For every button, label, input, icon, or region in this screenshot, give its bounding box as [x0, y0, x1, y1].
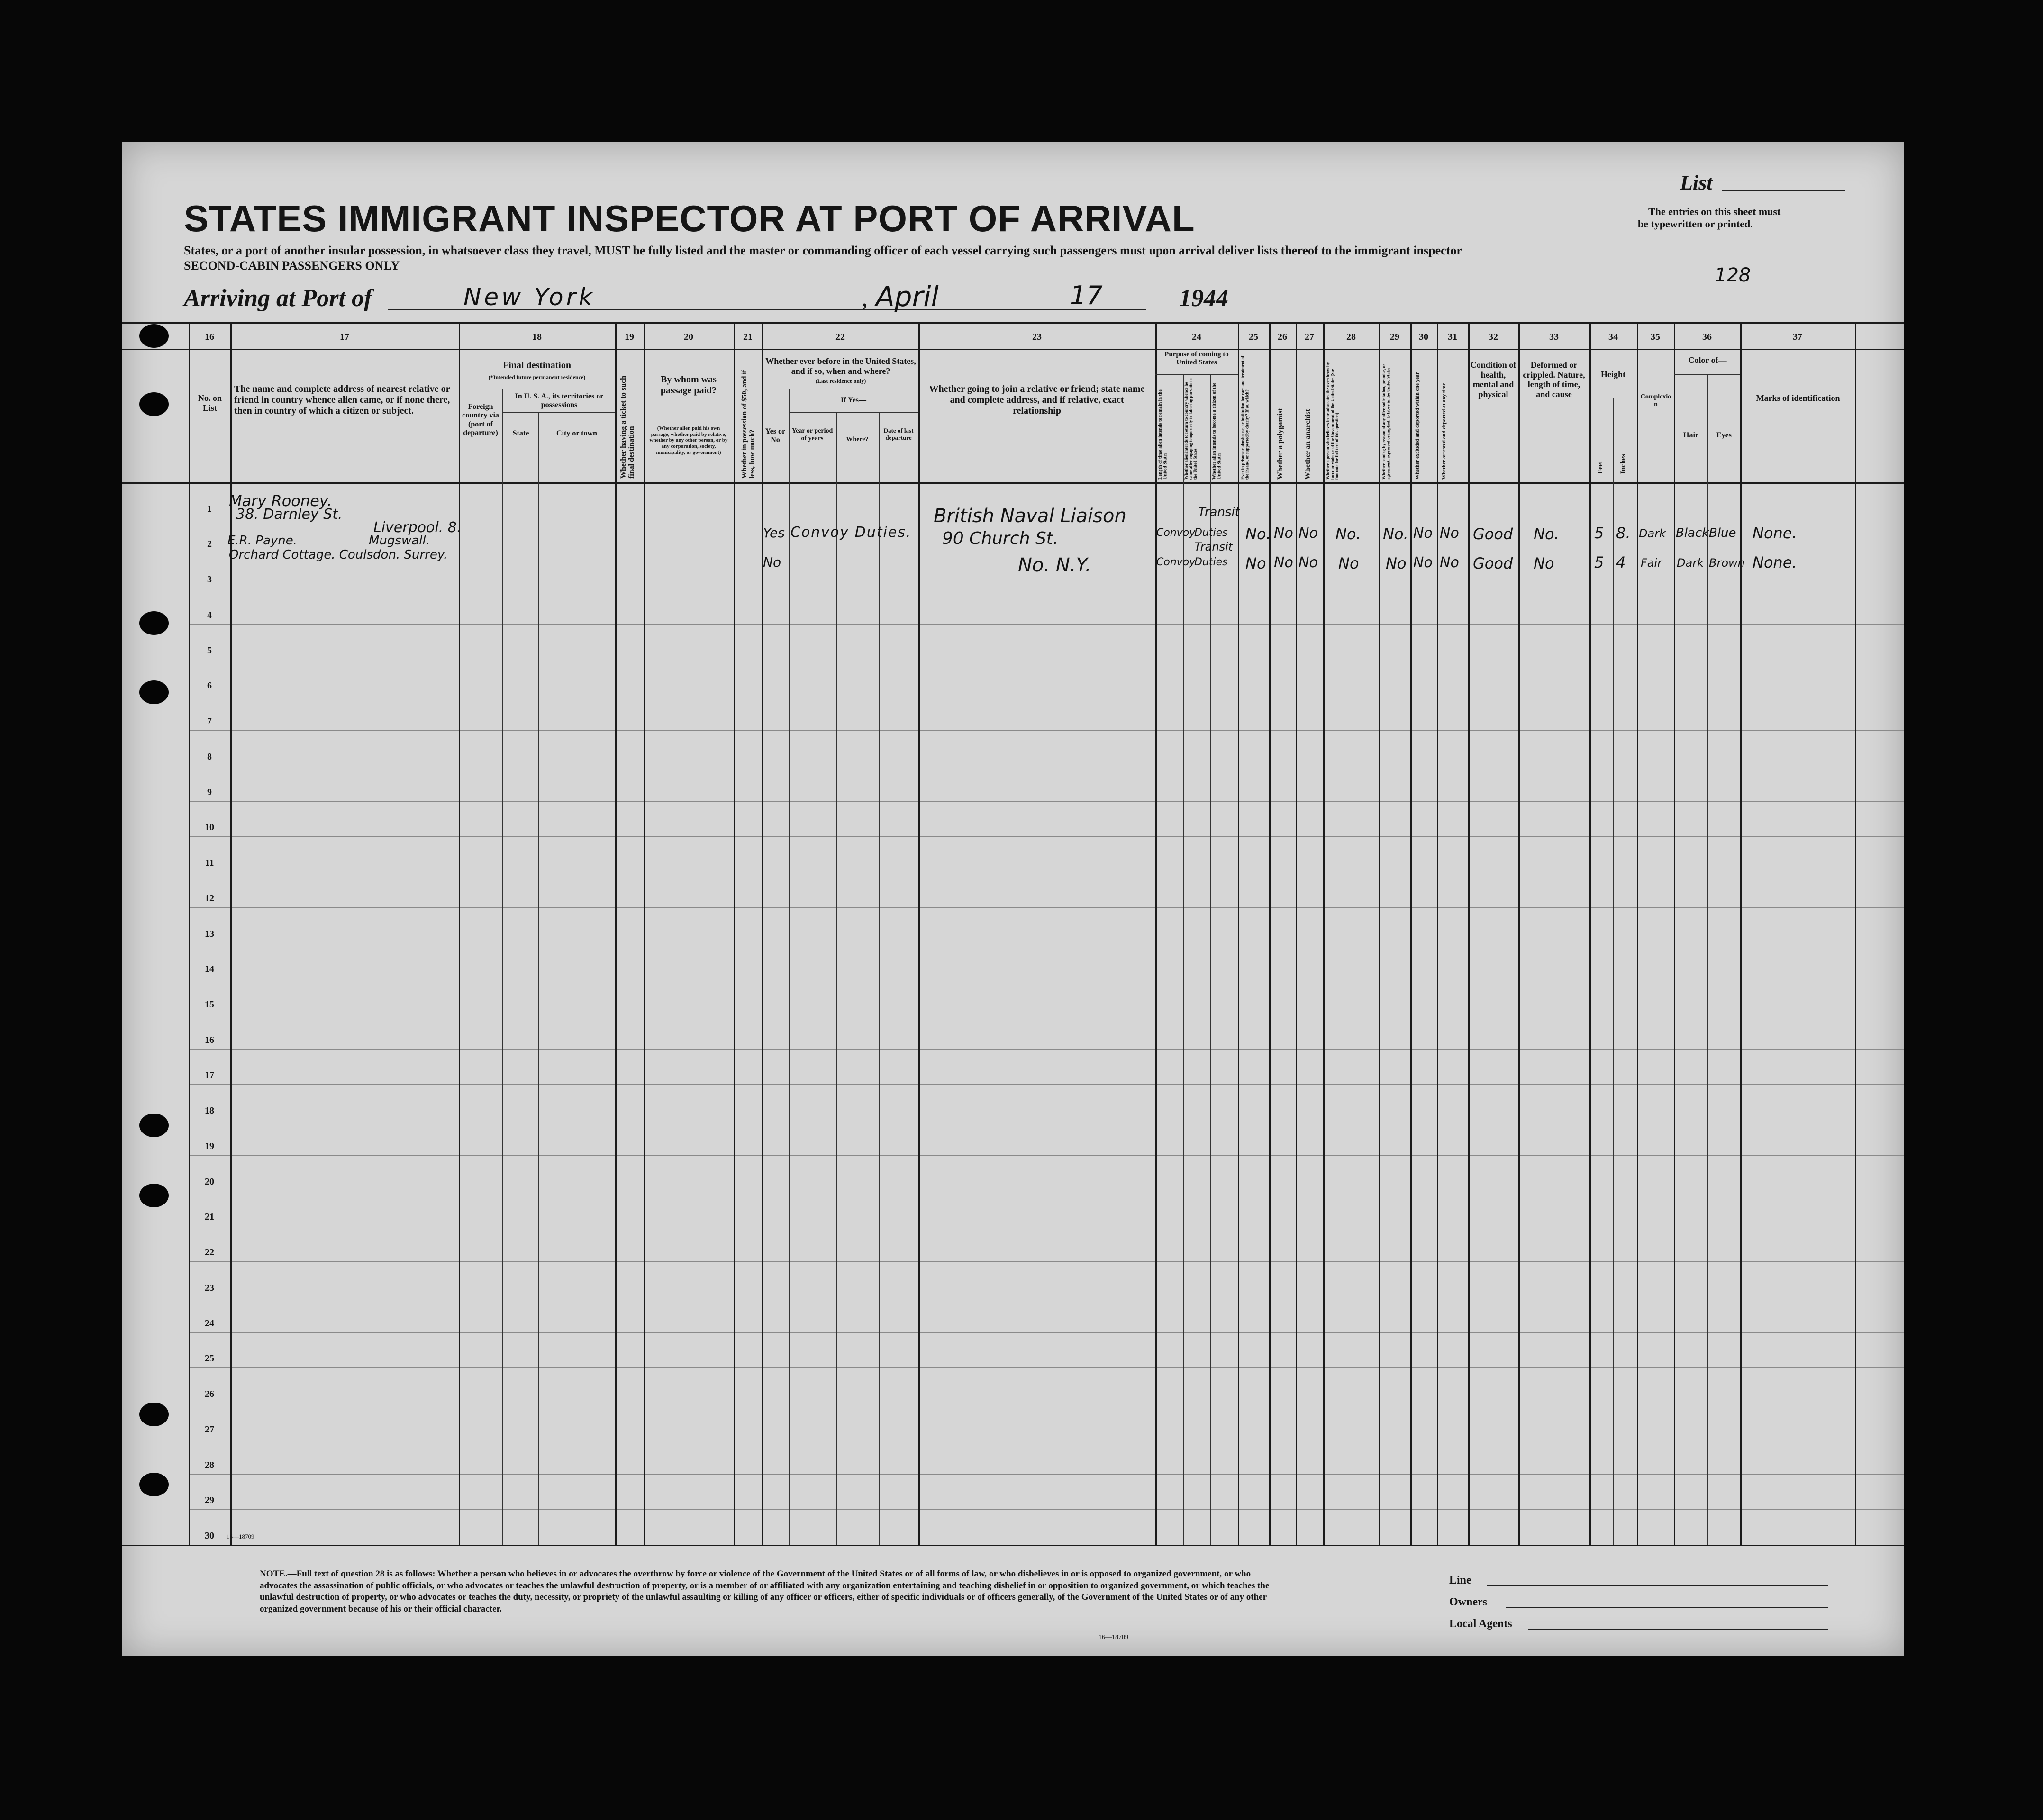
subhead-rule — [789, 412, 918, 413]
column-number: 29 — [1390, 332, 1399, 342]
row-number: 12 — [205, 893, 214, 904]
column-number: 23 — [1032, 332, 1042, 342]
subhead-rule — [1155, 374, 1238, 375]
row-number: 25 — [205, 1353, 214, 1364]
header-ever-before: Whether ever before in the United States, and if so, when and where? — [765, 356, 916, 376]
header-health: Condition of health, mental and physical — [1470, 360, 1516, 399]
col-line — [762, 322, 763, 1545]
entry-row1-purpose-text: Convoy Duties. — [790, 524, 912, 541]
column-number: 19 — [625, 332, 634, 342]
entry-row2-inches: 4 — [1616, 553, 1626, 571]
local-agents-label: Local Agents — [1449, 1618, 1512, 1630]
row-line — [189, 1155, 1904, 1156]
header-height: Height — [1601, 370, 1625, 379]
row-line — [189, 1474, 1904, 1475]
entry-row1-eyes: Blue — [1709, 526, 1736, 540]
header-ticket: Whether having a ticket to such final destination — [619, 375, 636, 479]
day-value: 17 — [1070, 281, 1103, 310]
header-passage-paid-note: (Whether alien paid his own passage, whether paid by relative, whether by any other person, or by any corporation, society, municipality, or government) — [649, 426, 728, 455]
row-number: 10 — [205, 822, 214, 833]
entry-row2-length: Duties — [1194, 556, 1228, 568]
col-line — [1468, 322, 1470, 1545]
entry-row2-name: E.R. Payne. — [227, 534, 298, 548]
entry-row1-inches: 8. — [1616, 524, 1631, 542]
entry-row1-deformed: No. — [1534, 525, 1559, 543]
row-number: 17 — [205, 1070, 214, 1081]
owners-underline — [1506, 1607, 1828, 1608]
column-number: 30 — [1419, 332, 1428, 342]
column-number: 27 — [1305, 332, 1314, 342]
header-overthrow: Whether a person who believes in or advocates the overthrow by force or violence of the Government of the United States (See footnote for full text of this question) — [1326, 362, 1339, 480]
row-line — [189, 1332, 1904, 1333]
manifest-table — [122, 322, 1904, 1549]
entry-row2-c31: No — [1440, 554, 1459, 571]
row-line — [189, 801, 1904, 802]
col-line — [1674, 322, 1675, 1545]
col-line — [1613, 398, 1614, 1545]
col-line — [1518, 322, 1520, 1545]
header-final-destination-note: (*Intended future permanent residence) — [488, 374, 586, 380]
row-number: 27 — [205, 1424, 214, 1435]
header-yes-no: Yes or No — [765, 427, 786, 444]
entry-row2-c30: No — [1413, 554, 1433, 571]
column-number: 33 — [1549, 332, 1559, 342]
row-number: 18 — [205, 1105, 214, 1116]
form-code: 16—18709 — [1099, 1634, 1128, 1641]
list-label: List — [1680, 171, 1713, 194]
footnote-question-28: NOTE.—Full text of question 28 is as follows: Whether a person who believes in or advocates the overthrow by force or violence of the Government of the United States or of all forms of law, or who disbelieves in or is opposed to organized government, or who advocates the assassination of public officials, or who advocates or teaches the unlawful destruction of property, or is a member of or affiliated with any organization entertaining and teaching disbelief in or opposition to organized government, or which teaches the unlawful destruction of property, or who advocates or teaches the duty, necessity, or propriety of the unlawful assaulting or killing of any officer or officers, either of specific individuals or of officers generally, of the Government of the United States or of any other organized government because of his or their official character. — [260, 1569, 1270, 1614]
entry-row1-transit: Transit — [1198, 505, 1240, 519]
header-where: Where? — [846, 436, 869, 443]
entry-row1-c29: No. — [1383, 525, 1408, 543]
row-number: 20 — [205, 1176, 214, 1187]
entry-row1-address: 38. Darnley St. — [236, 506, 343, 523]
col-line — [538, 412, 539, 1545]
entry-row1-hair: Black — [1676, 526, 1709, 540]
row-line — [189, 907, 1904, 908]
row-number: 30 — [205, 1530, 214, 1541]
header-in-usa: In U. S. A., its territories or possessions — [515, 392, 604, 409]
entry-row1-marks: None. — [1752, 524, 1797, 542]
entry-row1-c27: No — [1298, 525, 1318, 542]
entry-row2-before: No — [763, 554, 781, 570]
header-inches: Inches — [1619, 454, 1627, 474]
header-date-departure: Date of last departure — [883, 427, 914, 441]
row-number: 5 — [207, 645, 212, 656]
header-foreign-country: Foreign country via (port of departure) — [462, 403, 499, 437]
entry-row1-join2: 90 Church St. — [942, 529, 1059, 548]
entry-row2-transit: Transit — [1194, 540, 1233, 553]
col-line — [836, 412, 837, 1545]
row-number: 3 — [207, 574, 212, 585]
header-year-period: Year or period of years — [791, 427, 833, 443]
header-purpose: Purpose of coming to United States — [1164, 351, 1229, 367]
row-number: 15 — [205, 999, 214, 1010]
row-line — [189, 1509, 1904, 1510]
row-number: 29 — [205, 1495, 214, 1506]
port-value: New York — [463, 283, 596, 311]
entry-row2-deformed: No — [1534, 554, 1554, 572]
entry-row2-health: Good — [1473, 554, 1513, 572]
column-number: 28 — [1346, 332, 1356, 342]
header-prison: Ever in prison or almshouse, or institution for care and treatment of the insane, or supported by charity? If so, which? — [1240, 356, 1250, 480]
row-number: 21 — [205, 1212, 214, 1222]
entry-row1-city: Liverpool. 8. — [373, 519, 462, 536]
row-number: 16 — [205, 1034, 214, 1045]
row-number: 14 — [205, 964, 214, 975]
list-note: The entries on this sheet must — [1648, 206, 1781, 217]
row-line — [189, 1261, 1904, 1262]
manifest-sheet — [122, 142, 1904, 1656]
entry-row2-feet: 5 — [1594, 553, 1604, 571]
row-number: 13 — [205, 928, 214, 939]
owners-label: Owners — [1449, 1596, 1487, 1608]
header-feet: Feet — [1597, 461, 1604, 474]
entry-row1-c26: No — [1274, 525, 1293, 542]
header-purpose-length: Length of time alien intends to remain in the United States — [1158, 389, 1168, 480]
header-eyes: Eyes — [1716, 431, 1732, 439]
col-line — [879, 412, 880, 1545]
col-line — [734, 322, 735, 1545]
column-number: 18 — [532, 332, 542, 342]
arriving-label: Arriving at Port of — [184, 285, 372, 312]
row-number: 4 — [207, 609, 212, 620]
row-line — [189, 1049, 1904, 1050]
col-line — [1855, 322, 1856, 1545]
entry-row1-feet: 5 — [1594, 524, 1604, 542]
col-line — [918, 322, 920, 1545]
col-line — [644, 322, 645, 1545]
table-bottom-border — [122, 1545, 1904, 1546]
entry-row1-length: Duties — [1194, 527, 1228, 539]
header-polygamist: Whether a polygamist — [1276, 408, 1284, 480]
subhead-rule — [1674, 374, 1740, 375]
entry-row2-c25: No — [1245, 554, 1266, 572]
entry-row2-hair: Dark — [1677, 556, 1704, 570]
header-anarchist: Whether an anarchist — [1304, 409, 1312, 480]
col-line — [1155, 322, 1157, 1545]
row-line — [189, 1367, 1904, 1368]
entry-row2-address: Orchard Cottage. Coulsdon. Surrey. — [229, 548, 448, 562]
row-number: 24 — [205, 1318, 214, 1329]
header-final-destination: Final destination — [503, 360, 571, 371]
passenger-class-line: SECOND-CABIN PASSENGERS ONLY — [184, 259, 400, 272]
list-underline — [1722, 190, 1845, 191]
column-number: 20 — [684, 332, 693, 342]
entry-row1-name: Mary Rooney. — [229, 492, 332, 510]
row-number: 28 — [205, 1459, 214, 1470]
list-note: be typewritten or printed. — [1638, 218, 1753, 230]
row-number: 8 — [207, 751, 212, 762]
header-color: Color of— — [1688, 355, 1727, 365]
row-line — [189, 1084, 1904, 1085]
header-passage-paid: By whom was passage paid? — [660, 374, 717, 396]
col-line — [1269, 322, 1271, 1545]
agents-underline — [1528, 1629, 1828, 1630]
entry-row2-c28: No — [1338, 554, 1359, 572]
entry-row1-complexion: Dark — [1639, 527, 1666, 540]
line-label: Line — [1449, 1574, 1471, 1586]
form-code: 16—18709 — [227, 1533, 254, 1540]
entry-row2-marks: None. — [1752, 553, 1797, 571]
year-value: 1944 — [1179, 285, 1228, 312]
header-excluded: Whether excluded and deported within one year — [1415, 372, 1420, 480]
entry-row1-c30: No — [1413, 525, 1433, 542]
column-number: 26 — [1278, 332, 1287, 342]
row-line — [189, 730, 1904, 731]
column-number: 25 — [1249, 332, 1258, 342]
col-line — [502, 389, 503, 1545]
header-purpose-citizen: Whether alien intends to become a citizen of the United States — [1212, 382, 1222, 480]
row-number: 2 — [207, 539, 212, 550]
col-line — [1183, 374, 1184, 1545]
col-line — [615, 322, 617, 1545]
col-line — [1589, 322, 1591, 1545]
header-deformed: Deformed or crippled. Nature, length of time, and cause — [1523, 360, 1585, 399]
row-number: 1 — [207, 503, 212, 514]
row-number: 23 — [205, 1282, 214, 1293]
col-line — [1296, 322, 1297, 1545]
column-number: 37 — [1793, 332, 1802, 342]
entry-row2-join: No. N.Y. — [1018, 554, 1091, 576]
col-line — [1379, 322, 1380, 1545]
row-line — [189, 836, 1904, 837]
entry-row1-health: Good — [1473, 525, 1513, 543]
entry-row1-join: British Naval Liaison — [934, 505, 1126, 527]
header-labor-offer: Whether coming by reason of any offer, solicitation, promise, or agreement, expressed or implied, to labor in the United States — [1381, 364, 1391, 480]
column-number: 31 — [1448, 332, 1457, 342]
column-number: 36 — [1702, 332, 1712, 342]
entry-row1-c28: No. — [1335, 525, 1361, 543]
col-line — [459, 322, 460, 1545]
page-title: STATES IMMIGRANT INSPECTOR AT PORT OF ARRIVAL — [184, 198, 1195, 239]
row-number: 7 — [207, 716, 212, 727]
header-purpose-return: Whether alien intends to return to country whence he came after engaging temporarily in laboring pursuits in the United States — [1184, 378, 1198, 480]
header-city: City or town — [556, 429, 597, 437]
column-number: 35 — [1651, 332, 1660, 342]
col-line — [789, 389, 790, 1545]
header-ever-before-note: (Last residence only) — [815, 378, 866, 384]
column-number: 17 — [340, 332, 349, 342]
entry-row2-c27: No — [1298, 554, 1318, 571]
entry-row2-purpose: Convoy — [1156, 556, 1196, 568]
header-no-on-list: No. on List — [198, 393, 222, 413]
entry-row1-c31: No — [1440, 525, 1459, 542]
subhead-rule — [502, 412, 615, 413]
header-if-yes: If Yes— — [840, 396, 867, 404]
header-join-relative: Whether going to join a relative or friend; state name and complete address, and if relative, exact relationship — [929, 384, 1145, 416]
header-arrested: Whether arrested and deported at any time — [1441, 383, 1447, 480]
col-line — [1740, 322, 1742, 1545]
col-line — [1437, 322, 1438, 1545]
column-number: 32 — [1489, 332, 1498, 342]
col-line — [1323, 322, 1325, 1545]
month-value: April — [876, 281, 939, 313]
col-line — [1410, 322, 1412, 1545]
entry-row2-c26: No — [1274, 554, 1293, 571]
line-underline — [1487, 1585, 1828, 1586]
row-number: 6 — [207, 680, 212, 691]
date-comma: , — [862, 285, 868, 312]
instructions-line: States, or a port of another insular possession, in whatsoever class they travel, MUST be fully listed and the master or commanding officer of each vessel carrying such passengers must upon arrival deliver lists thereof to the immigrant inspector — [184, 244, 1462, 257]
sheet-number: 128 — [1715, 264, 1751, 286]
row-number: 26 — [205, 1389, 214, 1400]
column-number: 22 — [835, 332, 845, 342]
col-line — [189, 322, 190, 1545]
row-number: 11 — [205, 858, 214, 869]
entry-row2-complexion: Fair — [1641, 556, 1662, 570]
column-number: 34 — [1608, 332, 1618, 342]
row-number: 22 — [205, 1247, 214, 1258]
row-number: 19 — [205, 1141, 214, 1151]
header-hair: Hair — [1683, 431, 1698, 439]
col-line — [1707, 374, 1708, 1545]
entry-row2-town: Mugswall. — [369, 534, 430, 548]
entry-row2-c29: No — [1386, 554, 1407, 572]
header-complexion: Complexion — [1640, 393, 1671, 408]
entry-row1-before: Yes — [763, 525, 785, 541]
header-money: Whether in possession of $50, and if less, how much? — [741, 370, 756, 479]
header-state: State — [512, 429, 529, 437]
entry-row1-purpose: Convoy — [1156, 527, 1196, 539]
column-number: 21 — [743, 332, 753, 342]
column-number: 24 — [1192, 332, 1201, 342]
col-line — [1637, 322, 1638, 1545]
header-relative-address: The name and complete address of nearest relative or friend in country whence alien came, or if none there, then in country of which a citizen or subject. — [234, 384, 450, 416]
column-number: 16 — [205, 332, 214, 342]
row-line — [189, 624, 1904, 625]
row-number: 9 — [207, 787, 212, 797]
entry-row1-c25: No. — [1245, 525, 1271, 543]
header-marks: Marks of identification — [1756, 393, 1840, 403]
entry-row2-eyes: Brown — [1709, 556, 1745, 570]
